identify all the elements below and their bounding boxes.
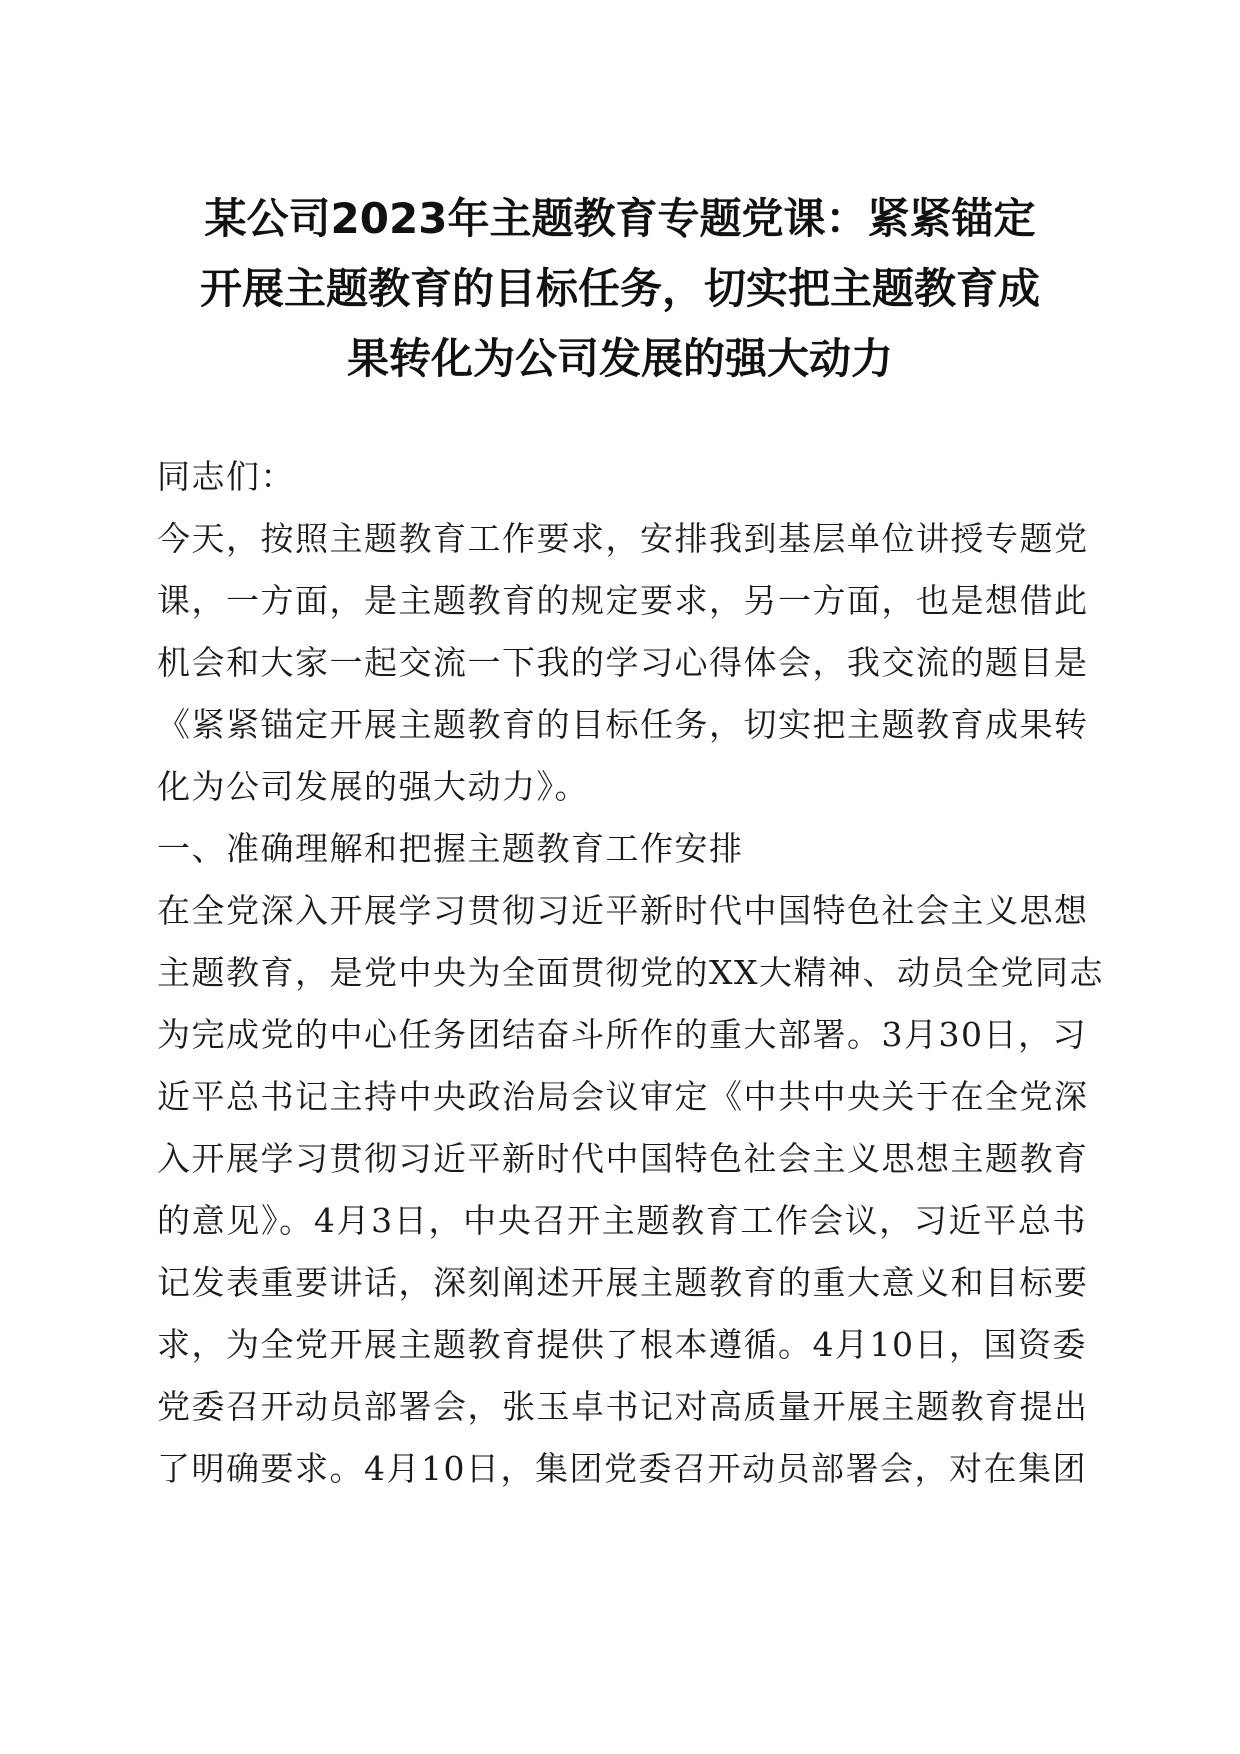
intro-line: 今天，按照主题教育工作要求，安排我到基层单位讲授专题党 — [157, 519, 1089, 558]
section-line: 近平总书记主持中央政治局会议审定《中共中央关于在全党深 — [157, 1077, 1089, 1116]
section-line: 为完成党的中心任务团结奋斗所作的重大部署。3月30日，习 — [157, 1015, 1087, 1054]
intro-line: 《紧紧锚定开展主题教育的目标任务，切实把主题教育成果转 — [157, 705, 1089, 744]
section-line: 记发表重要讲话，深刻阐述开展主题教育的重大意义和目标要 — [157, 1263, 1089, 1302]
section-line: 主题教育，是党中央为全面贯彻党的XX大精神、动员全党同志 — [157, 953, 1104, 992]
section-line: 党委召开动员部署会，张玉卓书记对高质量开展主题教育提出 — [157, 1387, 1089, 1426]
intro-line: 机会和大家一起交流一下我的学习心得体会，我交流的题目是 — [157, 643, 1089, 682]
intro-line: 课，一方面，是主题教育的规定要求，另一方面，也是想借此 — [157, 581, 1089, 620]
title-line: 某公司2023年主题教育专题党课：紧紧锚定 — [204, 194, 1036, 243]
title-line: 开展主题教育的目标任务，切实把主题教育成 — [199, 264, 1040, 313]
section-heading-text: 一、准确理解和把握主题教育工作安排 — [157, 829, 744, 868]
title-line: 果转化为公司发展的强大动力 — [346, 334, 893, 383]
section-line: 求，为全党开展主题教育提供了根本遵循。4月10日，国资委 — [157, 1325, 1087, 1364]
document-body — [157, 446, 1104, 1500]
section-line: 在全党深入开展学习贯彻习近平新时代中国特色社会主义思想 — [157, 891, 1089, 930]
intro-line: 化为公司发展的强大动力》。 — [157, 767, 589, 806]
section-heading — [157, 818, 1087, 880]
section-line: 的意见》。4月3日，中央召开主题教育工作会议，习近平总书 — [157, 1201, 1087, 1240]
salutation — [157, 446, 1087, 508]
section-line: 入开展学习贯彻习近平新时代中国特色社会主义思想主题教育 — [157, 1139, 1089, 1178]
intro-paragraph — [157, 508, 1087, 818]
salutation-text: 同志们： — [157, 457, 295, 496]
section-line: 了明确要求。4月10日，集团党委召开动员部署会，对在集团 — [157, 1449, 1087, 1488]
section-paragraph — [157, 880, 1104, 1500]
document-title — [150, 184, 1090, 394]
